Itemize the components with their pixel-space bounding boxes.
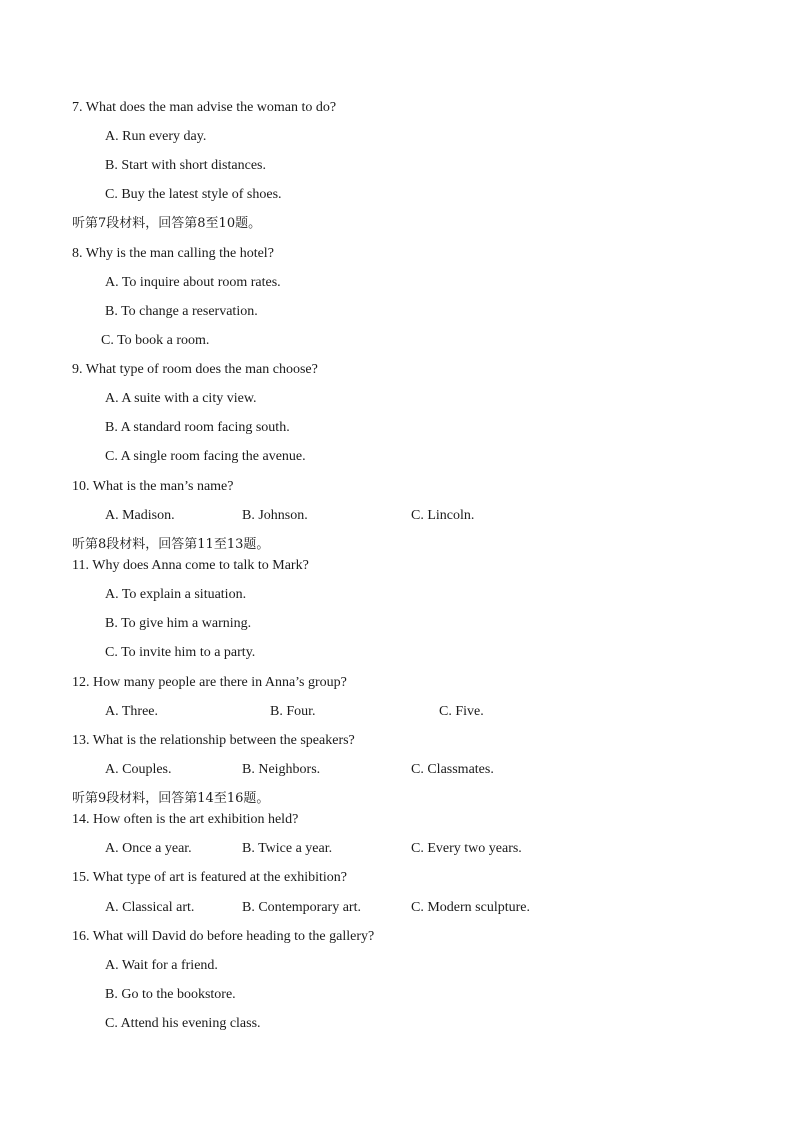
question-10-option-a: A. Madison. — [105, 508, 175, 523]
question-8-text: 8. Why is the man calling the hotel? — [72, 246, 274, 261]
question-8-option-b: B. To change a reservation. — [105, 304, 258, 319]
question-10-text: 10. What is the man’s name? — [72, 479, 234, 494]
question-15-text: 15. What type of art is featured at the exhibition? — [72, 870, 347, 885]
question-7-option-a: A. Run every day. — [105, 129, 207, 144]
question-10-option-b: B. Johnson. — [242, 508, 308, 523]
question-9-option-c: C. A single room facing the avenue. — [105, 449, 306, 464]
section-heading-8: 听第8段材料，回答第11至13题。 — [72, 537, 270, 552]
question-15-option-a: A. Classical art. — [105, 900, 195, 915]
question-7-option-c: C. Buy the latest style of shoes. — [105, 187, 282, 202]
question-12-option-c: C. Five. — [439, 704, 484, 719]
question-11-option-c: C. To invite him to a party. — [105, 645, 256, 660]
question-13-text: 13. What is the relationship between the speakers? — [72, 733, 355, 748]
question-16-option-b: B. Go to the bookstore. — [105, 987, 236, 1002]
question-11-text: 11. Why does Anna come to talk to Mark? — [72, 558, 309, 573]
question-7-text: 7. What does the man advise the woman to do? — [72, 100, 337, 115]
question-16-option-a: A. Wait for a friend. — [105, 958, 218, 973]
question-16-option-c: C. Attend his evening class. — [105, 1016, 261, 1031]
question-13-option-b: B. Neighbors. — [242, 762, 321, 777]
section-heading-7: 听第7段材料，回答第8至10题。 — [72, 216, 262, 231]
question-12-option-b: B. Four. — [270, 704, 316, 719]
question-9-text: 9. What type of room does the man choose? — [72, 362, 318, 377]
question-10-option-c: C. Lincoln. — [411, 508, 475, 523]
question-15-option-b: B. Contemporary art. — [242, 900, 361, 915]
question-15-option-c: C. Modern sculpture. — [411, 900, 530, 915]
question-13-option-a: A. Couples. — [105, 762, 172, 777]
question-14-option-a: A. Once a year. — [105, 841, 192, 856]
question-9-option-a: A. A suite with a city view. — [105, 391, 257, 406]
section-heading-9: 听第9段材料，回答第14至16题。 — [72, 791, 270, 806]
question-11-option-a: A. To explain a situation. — [105, 587, 247, 602]
question-8-option-a: A. To inquire about room rates. — [105, 275, 281, 290]
question-14-option-c: C. Every two years. — [411, 841, 522, 856]
question-16-text: 16. What will David do before heading to the gallery? — [72, 929, 375, 944]
question-12-option-a: A. Three. — [105, 704, 158, 719]
question-11-option-b: B. To give him a warning. — [105, 616, 252, 631]
question-13-option-c: C. Classmates. — [411, 762, 494, 777]
question-14-option-b: B. Twice a year. — [242, 841, 333, 856]
question-14-text: 14. How often is the art exhibition held? — [72, 812, 299, 827]
question-7-option-b: B. Start with short distances. — [105, 158, 266, 173]
question-8-option-c: C. To book a room. — [101, 333, 210, 348]
question-12-text: 12. How many people are there in Anna’s group? — [72, 675, 347, 690]
question-9-option-b: B. A standard room facing south. — [105, 420, 290, 435]
